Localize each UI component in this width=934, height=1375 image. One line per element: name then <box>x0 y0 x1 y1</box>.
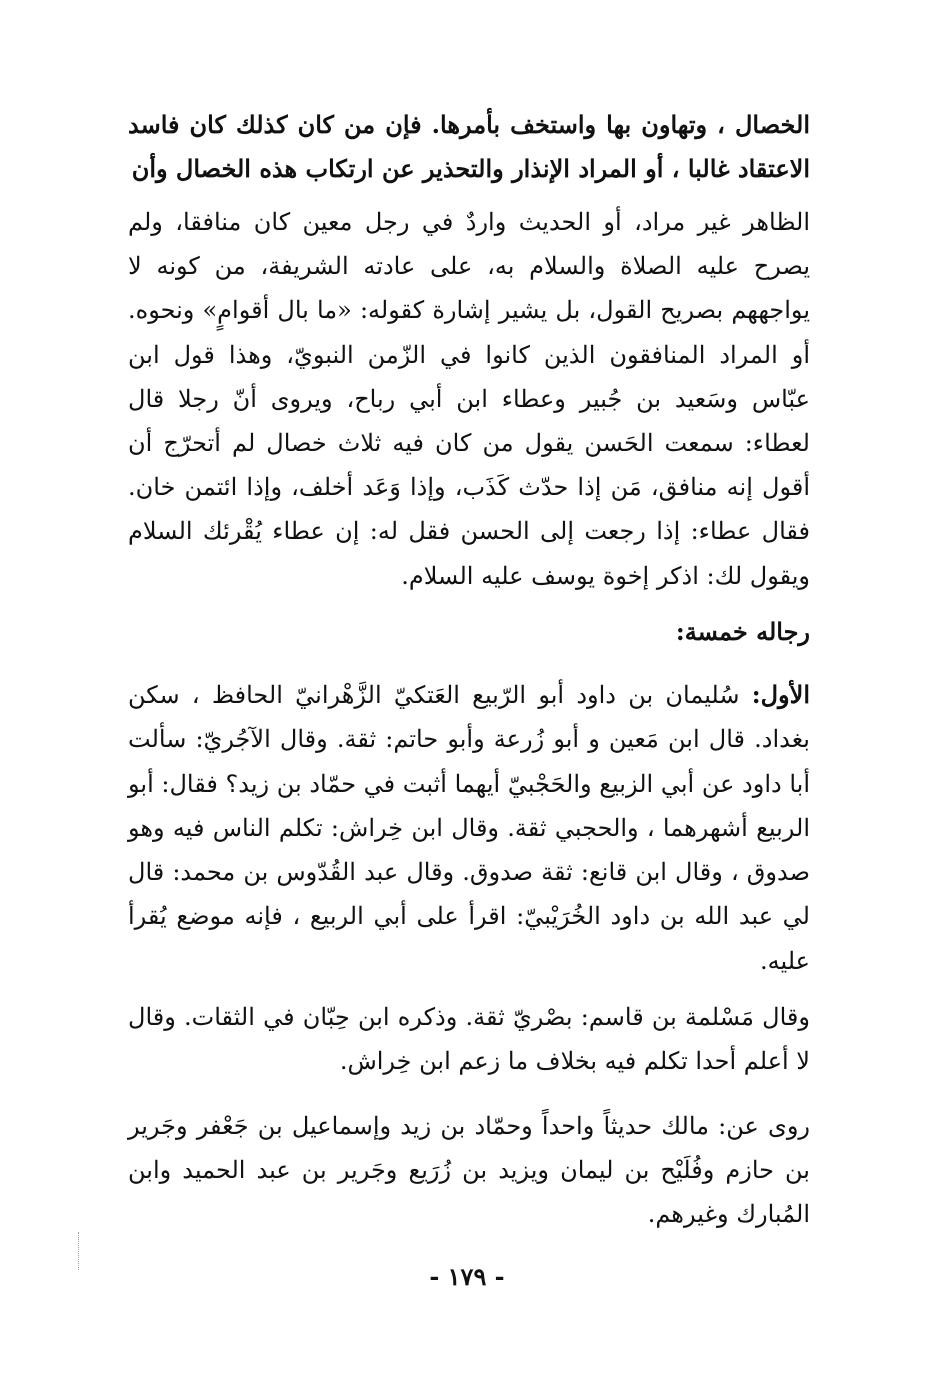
section-heading-narrators: رجاله خمسة: <box>675 617 810 646</box>
first-narrator-text: سُليمان بن داود أبو الرّبيع العَتكيّ الزَّهْرانيّ الحافظ ، سكن بغداد. قال ابن مَعين و أبو زُرعة وأبو حاتم: ثقة. وقال الآجُريّ: سألت أبا داود عن أبي الزبيع والحَجْبيّ أيهما أثبت في حمّاد بن زيد؟ فقال: أبو الربيع أشهرهما ، والحجبي ثقة. وقال ابن خِراش: تكلم الناس فيه وهو صدوق ، وقال ابن قانع: ثقة صدوق. وقال عبد القُدّوس بن محمد: قال لي عبد الله بن داود الخُرَيْبيّ: اقرأ على أبي الربيع ، فإنه موضع يُقرأ عليه. <box>128 681 810 975</box>
page-number: - ١٧٩ - <box>429 1262 505 1291</box>
paragraph-hadith-explanation: الظاهر غير مراد، أو الحديث واردٌ في رجل معين كان منافقا، ولم يصرح عليه الصلاة والسلام به، على عادته الشريفة، من كونه لا يواجههم بصريح القول، بل يشير إشارة كقوله: «ما بال أقوامٍ» ونحوه. أو المراد المنافقون الذين كانوا في الزّمن النبويّ، وهذا قول ابن عبّاس وسَعيد بن جُبير وعطاء ابن أبي رباح، ويروى أنّ رجلا قال لعطاء: سمعت الحَسن يقول من كان فيه ثلاث خصال لم أتحرّج أن أقول إنه منافق، مَن إذا حدّث كَذَب، وإذا وَعَد أخلف، وإذا ائتمن خان. فقال عطاء: إذا رجعت إلى الحسن فقل له: إن عطاء يُقْرئك السلام ويقول لك: اذكر إخوة يوسف عليه السلام. <box>128 208 811 590</box>
paragraph-maslama-opinion: وقال مَسْلمة بن قاسم: بصْريّ ثقة. وذكره ابن حِبّان في الثقات. وقال لا أعلم أحدا تكلم فيه بخلاف ما زعم ابن خِراش. <box>128 1003 810 1075</box>
paragraph-intro: الخصال ، وتهاون بها واستخف بأمرها. فإن من كان كذلك كان فاسد الاعتقاد غالبا ، أو المراد الإنذار والتحذير عن ارتكاب هذه الخصال وأن <box>128 110 810 183</box>
first-narrator-lead: الأول: <box>751 680 810 709</box>
paragraph-first-narrator <box>128 673 810 983</box>
paragraph-narrated-from: روى عن: مالك حديثاً واحداً وحمّاد بن زيد وإسماعيل بن جَعْفر وجَرير بن حازم وفُلَيْح بن ليمان ويزيد بن زُرَيع وجَرير بن عبد الحميد وابن المُبارك وغيرهم. <box>128 1112 810 1228</box>
